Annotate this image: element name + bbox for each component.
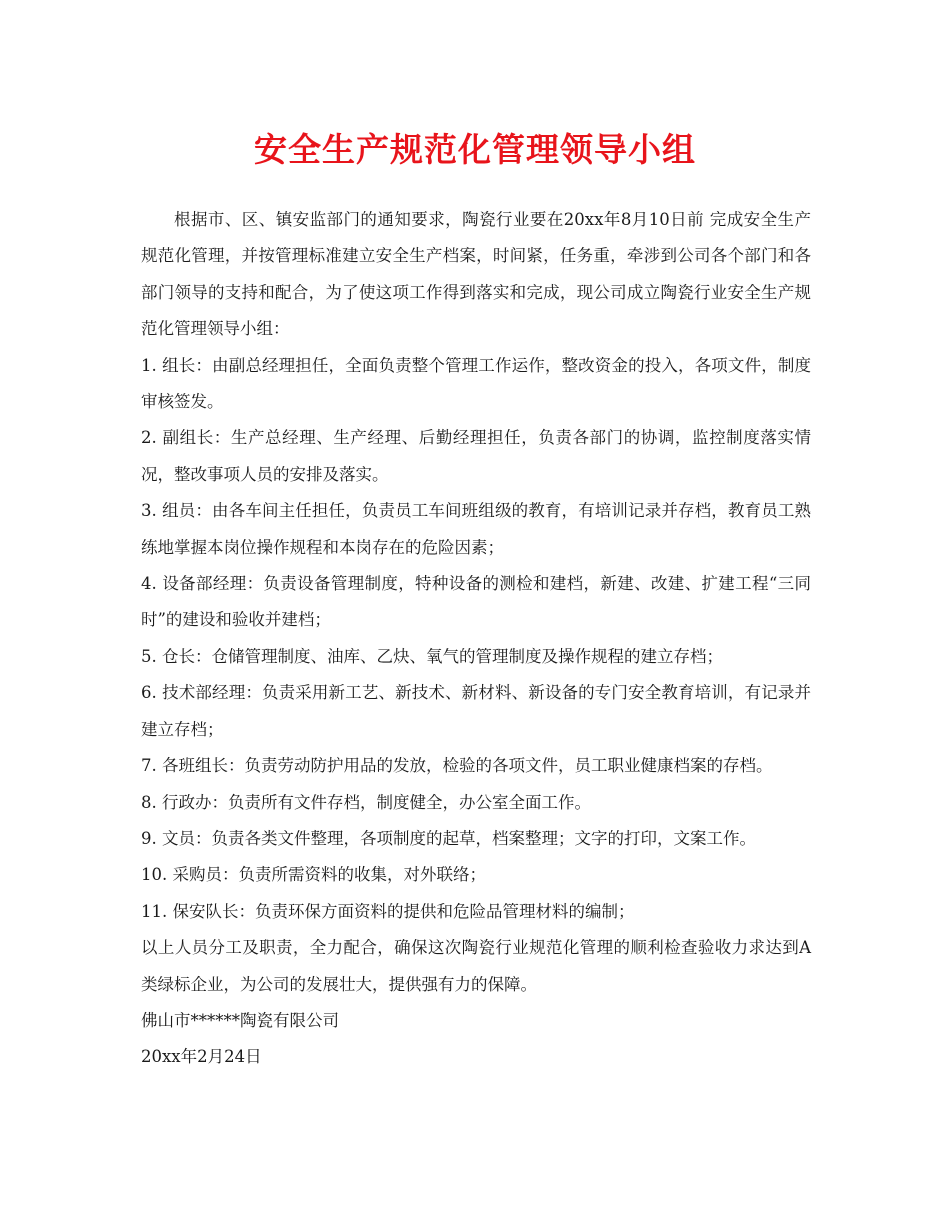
document-date: 20xx年2月24日 bbox=[141, 1047, 262, 1067]
list-item: 2. 副组长：生产总经理、生产经理、后勤经理担任，负责各部门的协调，监控制度落实情况，整改事项人员的安排及落实。 bbox=[141, 428, 811, 484]
intro-paragraph: 根据市、区、镇安监部门的通知要求，陶瓷行业要在20xx年8月10日前 完成安全生产规范化管理，并按管理标准建立安全生产档案，时间紧，任务重，牵涉到公司各个部门和各部门领导的支持和配合，为了使这项工作得到落实和完成，现公司成立陶瓷行业安全生产规范化管理领导小组： bbox=[141, 210, 811, 339]
document-title: 安全生产规范化管理领导小组 bbox=[254, 130, 696, 169]
list-item: 9. 文员：负责各类文件整理，各项制度的起草，档案整理；文字的打印，文案工作。 bbox=[141, 828, 756, 848]
list-item: 8. 行政办：负责所有文件存档，制度健全，办公室全面工作。 bbox=[141, 792, 591, 812]
list-item: 6. 技术部经理：负责采用新工艺、新技术、新材料、新设备的专门安全教育培训，有记录并建立存档； bbox=[141, 683, 811, 739]
list-item: 7. 各班组长：负责劳动防护用品的发放，检验的各项文件，员工职业健康档案的存档。 bbox=[141, 756, 773, 776]
list-item: 3. 组员：由各车间主任担任，负责员工车间班组级的教育，有培训记录并存档，教育员工熟练地掌握本岗位操作规程和本岗存在的危险因素； bbox=[141, 501, 811, 557]
document-body bbox=[141, 202, 811, 1076]
list-item: 11. 保安队长：负责环保方面资料的提供和危险品管理材料的编制； bbox=[141, 901, 635, 921]
list-item: 5. 仓长：仓储管理制度、油库、乙炔、氧气的管理制度及操作规程的建立存档； bbox=[141, 646, 723, 666]
list-item: 1. 组长：由副总经理担任，全面负责整个管理工作运作，整改资金的投入，各项文件，制度审核签发。 bbox=[141, 355, 811, 412]
list-item: 4. 设备部经理：负责设备管理制度，特种设备的测检和建档，新建、改建、扩建工程“三同时”的建设和验收并建档； bbox=[141, 574, 811, 630]
closing-paragraph: 以上人员分工及职责，全力配合，确保这次陶瓷行业规范化管理的顺利检查验收力求达到A类绿标企业，为公司的发展壮大，提供强有力的保障。 bbox=[141, 938, 811, 994]
list-item: 10. 采购员：负责所需资料的收集，对外联络； bbox=[141, 865, 486, 885]
company-name: 佛山市******陶瓷有限公司 bbox=[141, 1010, 339, 1030]
